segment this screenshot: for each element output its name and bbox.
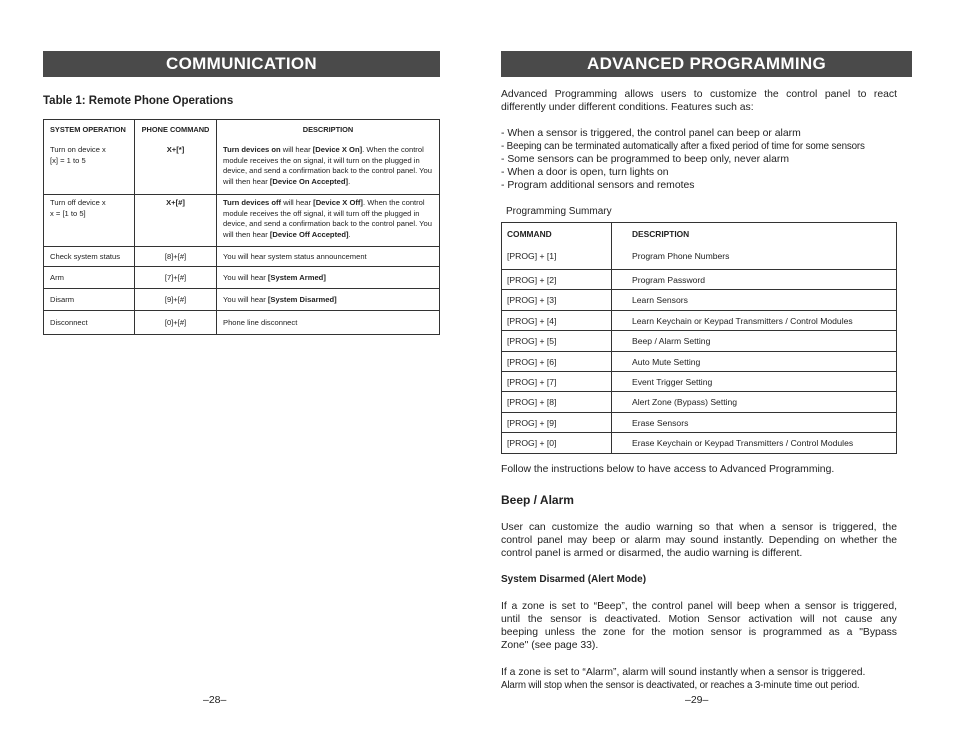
description-cell <box>217 311 439 334</box>
command-cell: [PROG] + [1] <box>502 246 612 269</box>
description-emphasis: [System Disarmed] <box>267 294 337 304</box>
description-cell: Event Trigger Setting <box>632 376 713 387</box>
header-command: COMMAND <box>502 223 612 246</box>
phone-command-cell: [9]+[#] <box>135 289 217 310</box>
communication-banner: COMMUNICATION <box>43 51 440 77</box>
operation-text: Disarm <box>50 294 75 304</box>
description-text: . When the control module receives the off signal, it will turn off the plugged in device, and send a confirmation back to the control panel. You will then hear <box>223 198 432 239</box>
zone-beep-paragraph <box>501 600 897 652</box>
command-cell: [PROG] + [8] <box>502 392 612 411</box>
header-system-operation: SYSTEM OPERATION <box>44 120 135 142</box>
zone-beep-line: until the sensor is deactivated. Motion Sensor activation will not cause any <box>501 614 897 625</box>
operation-text: Arm <box>50 272 64 282</box>
description-cell: Beep / Alarm Setting <box>632 336 711 347</box>
description-emphasis: Turn devices on <box>223 145 281 154</box>
description-cell: Program Phone Numbers <box>632 251 730 261</box>
command-cell: [PROG] + [9] <box>502 413 612 432</box>
zone-beep-line: If a zone is set to “Beep”, the control panel will beep when a sensor is triggered, <box>501 601 897 612</box>
command-cell: [PROG] + [7] <box>502 372 612 391</box>
table-header-row <box>44 120 439 142</box>
intro-line: Advanced Programming allows users to customize the control panel to react <box>501 89 897 100</box>
command-cell: [PROG] + [0] <box>502 433 612 452</box>
operation-text: Check system status <box>50 251 121 261</box>
follow-instructions-text: Follow the instructions below to have access to Advanced Programming. <box>501 464 835 475</box>
description-text: . <box>348 176 351 186</box>
features-list <box>501 127 897 192</box>
table-row <box>44 266 439 288</box>
operation-text: Disconnect <box>50 317 88 327</box>
description-cell: Auto Mute Setting <box>632 356 701 367</box>
table-row <box>44 142 439 194</box>
description-emphasis: [Device X On] <box>312 145 363 154</box>
feature-item: - Some sensors can be programmed to beep only, never alarm <box>501 154 789 165</box>
summary-row <box>502 391 896 411</box>
zone-alarm-line: Alarm will stop when the sensor is deactivated, or reaches a 3-minute time out period. <box>501 680 860 691</box>
command-cell: [PROG] + [2] <box>502 270 612 289</box>
description-cell <box>217 267 439 288</box>
description-cell <box>217 195 439 246</box>
description-cell <box>217 289 439 310</box>
description-text: . <box>348 229 351 239</box>
description-emphasis: Turn devices off <box>223 198 282 207</box>
phone-command-cell: [0]+[#] <box>135 311 217 334</box>
summary-row <box>502 269 896 289</box>
description-emphasis: [Device Off Accepted] <box>269 229 349 239</box>
system-disarmed-heading: System Disarmed (Alert Mode) <box>501 574 647 585</box>
beep-alarm-paragraph <box>501 521 897 560</box>
description-emphasis: [Device X Off] <box>313 198 363 207</box>
phone-command-cell: [7]+[#] <box>135 267 217 288</box>
programming-summary-label: Programming Summary <box>506 206 612 217</box>
table-title: Table 1: Remote Phone Operations <box>43 95 234 107</box>
feature-item: - When a door is open, turn lights on <box>501 167 669 178</box>
advanced-programming-banner: ADVANCED PROGRAMMING <box>501 51 912 77</box>
description-text: . When the control module receives the on signal, it will turn on the plugged in device, and send a confirmation back to the control panel. You will then hear <box>223 145 432 186</box>
phone-command-cell: X+[#] <box>135 195 217 246</box>
beep-line: control panel is armed or disarmed, the audio warning is different. <box>501 548 803 559</box>
description-cell: Alert Zone (Bypass) Setting <box>632 397 738 408</box>
description-text: will hear <box>280 145 313 154</box>
command-cell: [PROG] + [3] <box>502 290 612 309</box>
zone-beep-line: beeping unless the zone for the motion sensor is programmed as a "Bypass <box>501 627 897 638</box>
system-operation-cell <box>44 247 135 266</box>
intro-line: differently under different conditions. Features such as: <box>501 102 754 113</box>
table-row <box>44 288 439 310</box>
table-row <box>44 246 439 266</box>
description-text: You will hear <box>223 272 268 282</box>
command-cell: [PROG] + [4] <box>502 311 612 330</box>
description-cell: Learn Keychain or Keypad Transmitters / Control Modules <box>632 315 853 326</box>
table-row <box>44 310 439 334</box>
description-emphasis: [System Armed] <box>267 272 326 282</box>
system-operation-cell <box>44 311 135 334</box>
page-number-right: –29– <box>685 694 709 706</box>
feature-item: - Beeping can be terminated automatically after a fixed period of time for some sensors <box>501 141 865 152</box>
description-text: You will hear system status announcement <box>223 251 367 261</box>
system-operation-cell <box>44 289 135 310</box>
description-cell: Erase Keychain or Keypad Transmitters / Control Modules <box>632 438 854 449</box>
description-text: You will hear <box>223 294 268 304</box>
command-cell: [PROG] + [6] <box>502 352 612 371</box>
system-operation-cell <box>44 267 135 288</box>
operation-text: Turn off device x <box>50 198 106 207</box>
remote-phone-operations-table <box>43 119 440 335</box>
page-number-left: –28– <box>203 694 227 706</box>
system-operation-cell <box>44 195 135 246</box>
summary-row <box>502 412 896 432</box>
description-cell: Program Password <box>632 275 706 285</box>
description-text: will hear <box>281 198 314 207</box>
zone-alarm-paragraph <box>501 666 897 692</box>
summary-row <box>502 371 896 391</box>
summary-row <box>502 246 896 269</box>
operation-text: x = [1 to 5] <box>50 208 86 218</box>
header-description: DESCRIPTION <box>632 229 690 239</box>
description-text: Phone line disconnect <box>223 317 298 327</box>
phone-command-cell: X+[*] <box>135 142 217 194</box>
intro-paragraph <box>501 88 897 114</box>
operation-text: [x] = 1 to 5 <box>50 155 86 165</box>
table-row <box>44 194 439 246</box>
description-emphasis: [Device On Accepted] <box>269 176 349 186</box>
feature-item: - When a sensor is triggered, the control panel can beep or alarm <box>501 128 801 139</box>
beep-line: control panel may beep or alarm may sound instantly. Depending on whether the <box>501 535 897 546</box>
description-cell <box>217 142 439 194</box>
beep-alarm-heading: Beep / Alarm <box>501 493 574 507</box>
feature-item: - Program additional sensors and remotes <box>501 180 695 191</box>
description-cell: Erase Sensors <box>632 417 689 428</box>
operation-text: Turn on device x <box>50 145 106 154</box>
command-cell: [PROG] + [5] <box>502 331 612 350</box>
beep-line: User can customize the audio warning so that when a sensor is triggered, the <box>501 522 897 533</box>
description-cell <box>217 247 439 266</box>
summary-row <box>502 432 896 452</box>
header-description: DESCRIPTION <box>302 125 354 134</box>
system-operation-cell <box>44 142 135 194</box>
summary-row <box>502 289 896 309</box>
description-cell: Learn Sensors <box>632 295 688 306</box>
header-phone-command: PHONE COMMAND <box>135 120 217 142</box>
zone-alarm-line: If a zone is set to “Alarm”, alarm will sound instantly when a sensor is triggered. <box>501 667 866 678</box>
zone-beep-line: Zone" (see page 33). <box>501 640 599 651</box>
summary-header-row <box>502 223 896 246</box>
summary-row <box>502 351 896 371</box>
summary-row <box>502 310 896 330</box>
summary-row <box>502 330 896 350</box>
phone-command-cell: [8]+[#] <box>135 247 217 266</box>
programming-summary-table <box>501 222 897 454</box>
